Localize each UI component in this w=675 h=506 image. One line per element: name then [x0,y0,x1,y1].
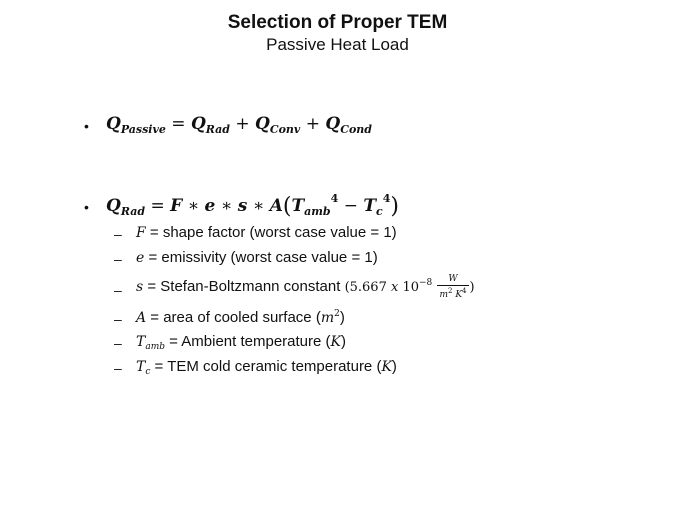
eq-subscript: Cond [340,123,372,136]
eq-exponent: 4 [330,192,339,205]
def-unit: K [381,359,392,375]
eq-symbol: F [170,196,183,216]
def-unit-exp: 2 [334,309,340,319]
def-close: ) [391,358,397,375]
eq-symbol: Q [190,114,206,134]
definition-s [136,274,475,301]
bullet-marker: • [84,199,89,215]
definition-F [136,224,397,241]
def-symbol: T [136,359,146,375]
slide-title: Selection of Proper TEM [227,12,448,33]
dash-marker: – [114,251,122,267]
eq-symbol: Q [106,114,121,134]
slide-subtitle: Passive Heat Load [266,35,409,54]
const-exponent: −8 [419,278,433,288]
unit-fraction [437,274,468,301]
def-close: ) [340,333,346,350]
def-symbol: s [136,279,144,295]
const-close: ) [469,280,475,295]
eq-subscript: Rad [205,123,230,136]
eq-operator: + [235,114,250,134]
const-x: x [390,280,399,295]
const-ten: 10 [398,280,420,295]
eq-symbol: T [291,196,305,216]
def-symbol: F [136,225,146,241]
dash-marker: – [114,335,122,351]
def-close: ) [339,309,345,326]
def-text: = Ambient temperature ( [165,333,331,350]
eq-operator: ∗ [220,196,233,216]
def-subscript: amb [145,342,166,352]
eq-paren: ) [390,194,399,219]
eq-exponent: 4 [382,192,391,205]
eq-symbol: e [204,196,216,216]
definition-A [136,309,345,326]
def-unit: m [320,310,335,326]
dash-marker: – [114,282,122,298]
definition-Tc [136,358,397,377]
eq-paren: ( [282,194,292,219]
eq-symbol: Q [106,196,121,216]
def-symbol: A [136,310,147,326]
const-open: (5.667 [344,280,391,295]
dash-marker: – [114,226,122,242]
eq-symbol: Q [255,114,270,134]
unit-den-m-exp: 2 [447,287,453,295]
definition-Tamb [136,333,346,352]
radiation-equation [106,192,399,219]
unit-numerator: W [448,274,458,284]
def-unit: K [330,334,341,350]
def-text: = emissivity (worst case value = 1) [144,249,378,266]
eq-subscript: Rad [120,205,146,218]
bullet-marker: • [84,118,89,134]
eq-symbol: T [363,196,376,216]
def-subscript: c [145,367,151,377]
def-symbol: e [136,250,145,266]
def-text: = TEM cold ceramic temperature ( [150,358,382,375]
eq-symbol: A [269,196,283,216]
passive-heat-equation [106,114,372,136]
eq-subscript: amb [304,205,331,218]
definition-e [136,249,378,266]
def-text: = area of cooled surface ( [146,309,321,326]
eq-subscript: c [376,205,383,218]
eq-subscript: Conv [269,123,301,136]
def-text: = Stefan-Boltzmann constant [143,278,345,295]
eq-operator: ∗ [187,196,200,216]
eq-operator: = [150,196,165,216]
eq-operator: − [343,196,358,216]
eq-symbol: Q [325,114,341,134]
eq-symbol: s [237,196,248,216]
unit-den-m: m [439,290,448,300]
eq-operator: = [171,114,186,134]
dash-marker: – [114,360,122,376]
unit-den-k: K [452,290,463,300]
eq-subscript: Passive [120,123,166,136]
def-text: = shape factor (worst case value = 1) [145,224,397,241]
dash-marker: – [114,311,122,327]
unit-den-k-exp: 4 [462,287,467,295]
eq-operator: ∗ [252,196,265,216]
eq-operator: + [305,114,320,134]
def-symbol: T [136,334,146,350]
